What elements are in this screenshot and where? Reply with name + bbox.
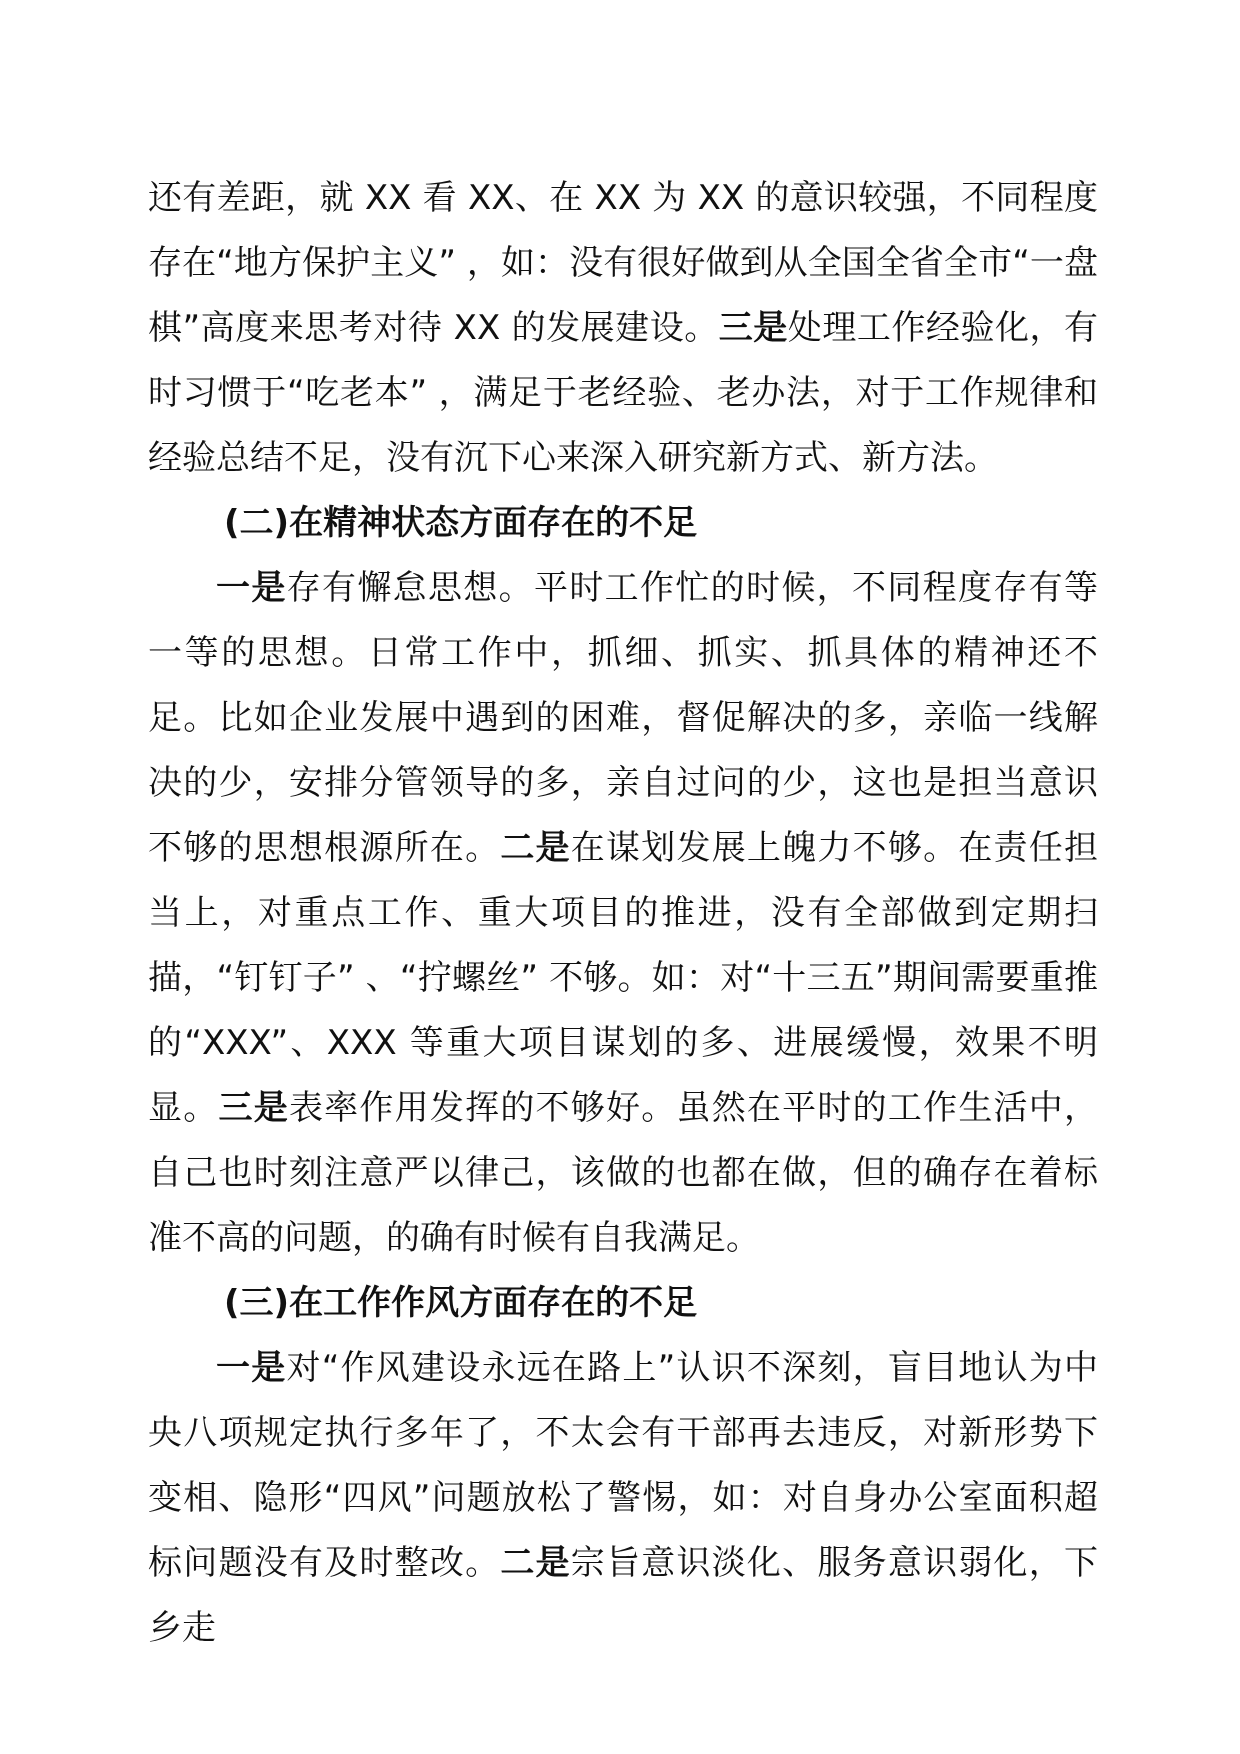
lead-label: 二是 <box>500 1543 571 1583</box>
section-heading-3: (三)在工作作风方面存在的不足 <box>224 1283 698 1323</box>
lead-label: 二是 <box>500 828 571 868</box>
lead-label: 一是 <box>216 1348 287 1388</box>
section-3-paragraph <box>148 1336 1098 1661</box>
text-segment: 还有差距，就 XX 看 XX、在 XX 为 XX 的意识较强，不同程度存在“地方保护主义” ，如：没有很好做到从全国全省全市“一盘棋”高度来思考对待 XX 的发展建设。 <box>148 178 1098 348</box>
lead-label: 三是 <box>218 1088 289 1128</box>
text-segment: 表率作用发挥的不够好。虽然在平时的工作生活中，自己也时刻注意严以律己，该做的也都在做，但的确存在着标准不高的问题，的确有时候有自我满足。 <box>148 1088 1099 1258</box>
text-segment: 存有懈怠思想。平时工作忙的时候，不同程度存有等一等的思想。日常工作中，抓细、抓实、抓具体的精神还不足。比如企业发展中遇到的困难，督促解决的多，亲临一线解决的少，安排分管领导的多，亲自过问的少，这也是担当意识不够的思想根源所在。 <box>148 568 1099 868</box>
continuation-paragraph <box>148 166 1098 491</box>
text-segment: 宗旨意识淡化、服务意识弱化，下乡走 <box>148 1543 1099 1648</box>
text-segment: 对“作风建设永远在路上”认识不深刻，盲目地认为中央八项规定执行多年了，不太会有干部再去违反，对新形势下变相、隐形“四风”问题放松了警惕，如：对自身办公室面积超标问题没有及时整改。 <box>148 1348 1098 1583</box>
lead-label: 一是 <box>216 568 287 608</box>
text-segment: 处理工作经验化，有时习惯于“吃老本” ，满足于老经验、老办法，对于工作规律和经验总结不足，没有沉下心来深入研究新方式、新方法。 <box>148 308 1099 478</box>
section-2-paragraph <box>148 556 1098 1271</box>
lead-label: 三是 <box>718 308 788 348</box>
text-segment: 在谋划发展上魄力不够。在责任担当上，对重点工作、重大项目的推进，没有全部做到定期扫描，“钉钉子” 、“拧螺丝” 不够。如：对“十三五”期间需要重推的“XXX”、XXX 等重大项目谋划的多、进展缓慢，效果不明显。 <box>148 828 1099 1128</box>
section-heading-2: (二)在精神状态方面存在的不足 <box>224 503 698 543</box>
document-body <box>148 166 1098 1661</box>
